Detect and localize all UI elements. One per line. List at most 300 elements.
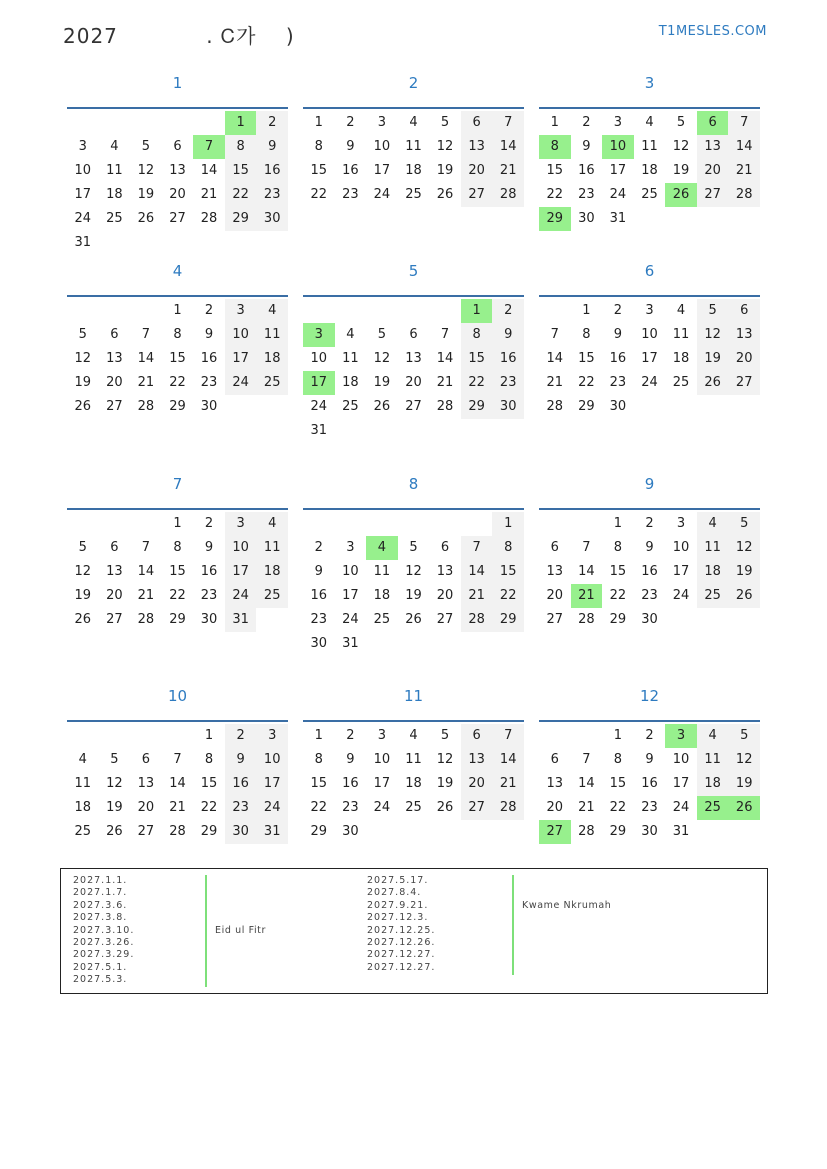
day-cell[interactable]: 15 [169, 351, 186, 366]
day-cell[interactable]: 4 [409, 115, 418, 130]
day-cell[interactable]: 12 [373, 351, 391, 366]
day-cell[interactable]: 24 [373, 800, 391, 815]
day-cell[interactable]: 23 [492, 371, 524, 395]
day-cell[interactable]: 11 [106, 163, 123, 178]
day-cell[interactable]: 31 [225, 608, 257, 632]
day-cell[interactable]: 29 [310, 824, 328, 839]
day-cell[interactable]: 21 [546, 375, 564, 390]
day-cell[interactable]: 21 [200, 187, 218, 202]
day-cell[interactable]: 27 [461, 183, 493, 207]
day-cell[interactable]: 3 [377, 728, 387, 743]
day-cell[interactable]: 28 [728, 183, 760, 207]
day-cell[interactable]: 23 [578, 187, 595, 202]
day-cell[interactable]: 12 [137, 163, 155, 178]
holiday-day-cell[interactable]: 29 [539, 207, 571, 231]
day-cell[interactable]: 7 [141, 540, 151, 555]
day-cell[interactable]: 22 [609, 588, 627, 603]
day-cell[interactable]: 5 [440, 728, 450, 743]
day-cell[interactable]: 12 [672, 139, 690, 154]
day-cell[interactable]: 16 [200, 351, 218, 366]
day-cell[interactable]: 28 [546, 399, 564, 414]
day-cell[interactable]: 19 [74, 588, 92, 603]
day-cell[interactable]: 8 [314, 139, 323, 154]
day-cell[interactable]: 23 [200, 588, 218, 603]
day-cell[interactable]: 22 [461, 371, 493, 395]
day-cell[interactable]: 25 [256, 584, 288, 608]
day-cell[interactable]: 7 [550, 327, 559, 342]
day-cell[interactable]: 1 [613, 516, 623, 531]
holiday-day-cell[interactable]: 4 [366, 536, 398, 560]
day-cell[interactable]: 28 [137, 399, 155, 414]
day-cell[interactable]: 28 [492, 183, 524, 207]
day-cell[interactable]: 26 [373, 399, 391, 414]
day-cell[interactable]: 17 [672, 776, 690, 791]
day-cell[interactable]: 31 [672, 824, 690, 839]
day-cell[interactable]: 30 [200, 399, 218, 414]
day-cell[interactable]: 13 [461, 748, 493, 772]
day-cell[interactable]: 8 [314, 752, 323, 767]
day-cell[interactable]: 20 [461, 159, 493, 183]
day-cell[interactable]: 4 [645, 115, 654, 130]
day-cell[interactable]: 7 [492, 111, 524, 135]
day-cell[interactable]: 8 [613, 540, 623, 555]
day-cell[interactable]: 24 [373, 187, 391, 202]
day-cell[interactable]: 4 [697, 724, 729, 748]
day-cell[interactable]: 10 [672, 752, 690, 767]
day-cell[interactable]: 28 [137, 612, 155, 627]
day-cell[interactable]: 2 [225, 724, 257, 748]
day-cell[interactable]: 3 [613, 115, 623, 130]
day-cell[interactable]: 26 [436, 800, 454, 815]
day-cell[interactable]: 28 [578, 824, 595, 839]
day-cell[interactable]: 2 [204, 516, 214, 531]
day-cell[interactable]: 17 [342, 588, 359, 603]
day-cell[interactable]: 30 [342, 824, 359, 839]
day-cell[interactable]: 3 [225, 299, 257, 323]
day-cell[interactable]: 22 [200, 800, 218, 815]
day-cell[interactable]: 13 [106, 564, 123, 579]
day-cell[interactable]: 1 [204, 728, 214, 743]
day-cell[interactable]: 25 [697, 584, 729, 608]
day-cell[interactable]: 26 [405, 612, 422, 627]
day-cell[interactable]: 24 [74, 211, 92, 226]
day-cell[interactable]: 5 [728, 512, 760, 536]
holiday-day-cell[interactable]: 6 [697, 111, 729, 135]
day-cell[interactable]: 7 [141, 327, 151, 342]
day-cell[interactable]: 24 [225, 584, 257, 608]
day-cell[interactable]: 31 [310, 423, 328, 438]
day-cell[interactable]: 13 [405, 351, 422, 366]
day-cell[interactable]: 10 [310, 351, 328, 366]
day-cell[interactable]: 13 [546, 776, 564, 791]
day-cell[interactable]: 19 [74, 375, 92, 390]
day-cell[interactable]: 16 [256, 159, 288, 183]
day-cell[interactable]: 16 [310, 588, 328, 603]
day-cell[interactable]: 3 [676, 516, 686, 531]
day-cell[interactable]: 27 [728, 371, 760, 395]
day-cell[interactable]: 31 [256, 820, 288, 844]
day-cell[interactable]: 17 [641, 351, 658, 366]
day-cell[interactable]: 21 [461, 584, 493, 608]
day-cell[interactable]: 16 [641, 776, 658, 791]
day-cell[interactable]: 29 [461, 395, 493, 419]
holiday-day-cell[interactable]: 21 [571, 584, 603, 608]
day-cell[interactable]: 18 [106, 187, 123, 202]
day-cell[interactable]: 4 [78, 752, 87, 767]
day-cell[interactable]: 8 [492, 536, 524, 560]
day-cell[interactable]: 30 [641, 824, 658, 839]
day-cell[interactable]: 18 [373, 588, 391, 603]
day-cell[interactable]: 6 [173, 139, 182, 154]
day-cell[interactable]: 20 [546, 800, 564, 815]
day-cell[interactable]: 21 [578, 800, 595, 815]
day-cell[interactable]: 17 [225, 560, 257, 584]
day-cell[interactable]: 2 [582, 115, 591, 130]
day-cell[interactable]: 19 [728, 560, 760, 584]
day-cell[interactable]: 11 [641, 139, 658, 154]
day-cell[interactable]: 22 [225, 183, 257, 207]
day-cell[interactable]: 24 [256, 796, 288, 820]
day-cell[interactable]: 3 [346, 540, 355, 555]
day-cell[interactable]: 8 [613, 752, 623, 767]
day-cell[interactable]: 20 [106, 588, 123, 603]
day-cell[interactable]: 12 [74, 564, 92, 579]
day-cell[interactable]: 6 [728, 299, 760, 323]
day-cell[interactable]: 2 [346, 728, 355, 743]
day-cell[interactable]: 10 [225, 323, 257, 347]
day-cell[interactable]: 29 [169, 612, 186, 627]
day-cell[interactable]: 22 [310, 187, 328, 202]
day-cell[interactable]: 26 [137, 211, 155, 226]
day-cell[interactable]: 29 [578, 399, 595, 414]
day-cell[interactable]: 2 [492, 299, 524, 323]
day-cell[interactable]: 14 [492, 135, 524, 159]
day-cell[interactable]: 22 [492, 584, 524, 608]
day-cell[interactable]: 11 [74, 776, 92, 791]
day-cell[interactable]: 26 [74, 612, 92, 627]
holiday-day-cell[interactable]: 1 [225, 111, 257, 135]
day-cell[interactable]: 29 [200, 824, 218, 839]
day-cell[interactable]: 1 [314, 115, 323, 130]
day-cell[interactable]: 9 [613, 327, 623, 342]
day-cell[interactable]: 23 [641, 588, 658, 603]
day-cell[interactable]: 8 [173, 540, 182, 555]
day-cell[interactable]: 8 [173, 327, 182, 342]
day-cell[interactable]: 5 [440, 115, 450, 130]
day-cell[interactable]: 4 [409, 728, 418, 743]
day-cell[interactable]: 29 [609, 824, 627, 839]
day-cell[interactable]: 15 [310, 163, 328, 178]
day-cell[interactable]: 26 [106, 824, 123, 839]
day-cell[interactable]: 17 [225, 347, 257, 371]
day-cell[interactable]: 11 [373, 564, 391, 579]
day-cell[interactable]: 3 [256, 724, 288, 748]
day-cell[interactable]: 24 [641, 375, 658, 390]
day-cell[interactable]: 16 [578, 163, 595, 178]
day-cell[interactable]: 5 [697, 299, 729, 323]
brand-logo[interactable]: T1MESLES.COM [658, 24, 767, 39]
day-cell[interactable]: 27 [137, 824, 155, 839]
day-cell[interactable]: 21 [492, 772, 524, 796]
day-cell[interactable]: 2 [645, 516, 654, 531]
day-cell[interactable]: 23 [641, 800, 658, 815]
day-cell[interactable]: 9 [204, 540, 214, 555]
day-cell[interactable]: 22 [310, 800, 328, 815]
day-cell[interactable]: 23 [200, 375, 218, 390]
day-cell[interactable]: 8 [204, 752, 214, 767]
day-cell[interactable]: 14 [200, 163, 218, 178]
day-cell[interactable]: 28 [578, 612, 595, 627]
day-cell[interactable]: 18 [256, 347, 288, 371]
day-cell[interactable]: 20 [728, 347, 760, 371]
day-cell[interactable]: 26 [436, 187, 454, 202]
day-cell[interactable]: 17 [609, 163, 627, 178]
day-cell[interactable]: 23 [609, 375, 627, 390]
day-cell[interactable]: 13 [461, 135, 493, 159]
day-cell[interactable]: 14 [169, 776, 186, 791]
day-cell[interactable]: 18 [342, 375, 359, 390]
day-cell[interactable]: 3 [377, 115, 387, 130]
day-cell[interactable]: 7 [728, 111, 760, 135]
day-cell[interactable]: 15 [492, 560, 524, 584]
day-cell[interactable]: 11 [405, 752, 422, 767]
day-cell[interactable]: 19 [436, 776, 454, 791]
day-cell[interactable]: 31 [342, 636, 359, 651]
day-cell[interactable]: 1 [613, 728, 623, 743]
day-cell[interactable]: 1 [550, 115, 559, 130]
day-cell[interactable]: 7 [492, 724, 524, 748]
day-cell[interactable]: 30 [492, 395, 524, 419]
day-cell[interactable]: 2 [613, 303, 623, 318]
day-cell[interactable]: 18 [672, 351, 690, 366]
day-cell[interactable]: 20 [106, 375, 123, 390]
holiday-day-cell[interactable]: 10 [602, 135, 634, 159]
day-cell[interactable]: 30 [256, 207, 288, 231]
day-cell[interactable]: 5 [141, 139, 151, 154]
day-cell[interactable]: 15 [310, 776, 328, 791]
day-cell[interactable]: 25 [641, 187, 658, 202]
day-cell[interactable]: 15 [461, 347, 493, 371]
day-cell[interactable]: 2 [314, 540, 323, 555]
day-cell[interactable]: 23 [342, 187, 359, 202]
day-cell[interactable]: 18 [256, 560, 288, 584]
holiday-day-cell[interactable]: 7 [193, 135, 225, 159]
day-cell[interactable]: 1 [582, 303, 591, 318]
day-cell[interactable]: 6 [550, 752, 559, 767]
day-cell[interactable]: 18 [405, 776, 422, 791]
day-cell[interactable]: 10 [373, 139, 391, 154]
day-cell[interactable]: 9 [645, 540, 654, 555]
day-cell[interactable]: 4 [110, 139, 119, 154]
day-cell[interactable]: 29 [169, 399, 186, 414]
day-cell[interactable]: 9 [225, 748, 257, 772]
day-cell[interactable]: 21 [492, 159, 524, 183]
day-cell[interactable]: 19 [137, 187, 155, 202]
day-cell[interactable]: 25 [405, 187, 422, 202]
day-cell[interactable]: 6 [110, 327, 119, 342]
holiday-day-cell[interactable]: 3 [665, 724, 697, 748]
day-cell[interactable]: 30 [200, 612, 218, 627]
day-cell[interactable]: 11 [697, 536, 729, 560]
day-cell[interactable]: 13 [728, 323, 760, 347]
day-cell[interactable]: 3 [645, 303, 654, 318]
holiday-day-cell[interactable]: 26 [728, 796, 760, 820]
day-cell[interactable]: 8 [582, 327, 591, 342]
day-cell[interactable]: 31 [74, 235, 92, 250]
day-cell[interactable]: 4 [697, 512, 729, 536]
holiday-day-cell[interactable]: 25 [697, 796, 729, 820]
day-cell[interactable]: 6 [461, 111, 493, 135]
holiday-day-cell[interactable]: 1 [461, 299, 493, 323]
day-cell[interactable]: 24 [310, 399, 328, 414]
day-cell[interactable]: 22 [169, 375, 186, 390]
day-cell[interactable]: 7 [440, 327, 450, 342]
day-cell[interactable]: 23 [310, 612, 328, 627]
day-cell[interactable]: 10 [74, 163, 92, 178]
day-cell[interactable]: 17 [74, 187, 92, 202]
day-cell[interactable]: 15 [609, 564, 627, 579]
day-cell[interactable]: 4 [256, 512, 288, 536]
day-cell[interactable]: 19 [728, 772, 760, 796]
day-cell[interactable]: 16 [492, 347, 524, 371]
day-cell[interactable]: 21 [137, 588, 155, 603]
day-cell[interactable]: 13 [137, 776, 155, 791]
day-cell[interactable]: 29 [492, 608, 524, 632]
day-cell[interactable]: 15 [578, 351, 595, 366]
day-cell[interactable]: 13 [106, 351, 123, 366]
day-cell[interactable]: 23 [342, 800, 359, 815]
day-cell[interactable]: 15 [609, 776, 627, 791]
day-cell[interactable]: 8 [461, 323, 493, 347]
day-cell[interactable]: 6 [141, 752, 151, 767]
day-cell[interactable]: 3 [225, 512, 257, 536]
day-cell[interactable]: 25 [342, 399, 359, 414]
day-cell[interactable]: 12 [436, 752, 454, 767]
day-cell[interactable]: 23 [256, 183, 288, 207]
day-cell[interactable]: 2 [645, 728, 654, 743]
day-cell[interactable]: 9 [645, 752, 654, 767]
day-cell[interactable]: 15 [169, 564, 186, 579]
day-cell[interactable]: 6 [409, 327, 418, 342]
day-cell[interactable]: 24 [225, 371, 257, 395]
day-cell[interactable]: 16 [609, 351, 627, 366]
day-cell[interactable]: 13 [697, 135, 729, 159]
day-cell[interactable]: 13 [546, 564, 564, 579]
day-cell[interactable]: 4 [256, 299, 288, 323]
day-cell[interactable]: 10 [641, 327, 658, 342]
day-cell[interactable]: 16 [200, 564, 218, 579]
day-cell[interactable]: 10 [672, 540, 690, 555]
day-cell[interactable]: 23 [225, 796, 257, 820]
day-cell[interactable]: 12 [728, 748, 760, 772]
day-cell[interactable]: 22 [169, 588, 186, 603]
day-cell[interactable]: 20 [405, 375, 422, 390]
day-cell[interactable]: 4 [676, 303, 686, 318]
day-cell[interactable]: 14 [492, 748, 524, 772]
day-cell[interactable]: 21 [436, 375, 454, 390]
day-cell[interactable]: 21 [728, 159, 760, 183]
day-cell[interactable]: 13 [169, 163, 186, 178]
day-cell[interactable]: 18 [74, 800, 92, 815]
day-cell[interactable]: 22 [578, 375, 595, 390]
day-cell[interactable]: 2 [204, 303, 214, 318]
day-cell[interactable]: 19 [672, 163, 690, 178]
day-cell[interactable]: 14 [461, 560, 493, 584]
day-cell[interactable]: 5 [377, 327, 387, 342]
day-cell[interactable]: 17 [672, 564, 690, 579]
day-cell[interactable]: 15 [225, 159, 257, 183]
day-cell[interactable]: 27 [106, 612, 123, 627]
day-cell[interactable]: 16 [342, 776, 359, 791]
day-cell[interactable]: 19 [436, 163, 454, 178]
day-cell[interactable]: 31 [609, 211, 627, 226]
day-cell[interactable]: 10 [373, 752, 391, 767]
day-cell[interactable]: 1 [314, 728, 323, 743]
day-cell[interactable]: 25 [373, 612, 391, 627]
day-cell[interactable]: 16 [342, 163, 359, 178]
day-cell[interactable]: 30 [578, 211, 595, 226]
day-cell[interactable]: 12 [405, 564, 422, 579]
day-cell[interactable]: 28 [200, 211, 218, 226]
day-cell[interactable]: 7 [582, 540, 591, 555]
day-cell[interactable]: 19 [405, 588, 422, 603]
day-cell[interactable]: 17 [373, 776, 391, 791]
day-cell[interactable]: 12 [74, 351, 92, 366]
day-cell[interactable]: 26 [74, 399, 92, 414]
day-cell[interactable]: 5 [409, 540, 418, 555]
day-cell[interactable]: 9 [346, 139, 355, 154]
day-cell[interactable]: 25 [256, 371, 288, 395]
day-cell[interactable]: 27 [546, 612, 564, 627]
holiday-day-cell[interactable]: 17 [303, 371, 335, 395]
day-cell[interactable]: 3 [78, 139, 87, 154]
day-cell[interactable]: 12 [106, 776, 123, 791]
day-cell[interactable]: 19 [106, 800, 123, 815]
day-cell[interactable]: 18 [697, 560, 729, 584]
day-cell[interactable]: 22 [609, 800, 627, 815]
day-cell[interactable]: 27 [106, 399, 123, 414]
day-cell[interactable]: 20 [169, 187, 186, 202]
day-cell[interactable]: 28 [492, 796, 524, 820]
day-cell[interactable]: 25 [106, 211, 123, 226]
day-cell[interactable]: 27 [169, 211, 186, 226]
day-cell[interactable]: 14 [436, 351, 454, 366]
day-cell[interactable]: 22 [546, 187, 564, 202]
day-cell[interactable]: 11 [256, 536, 288, 560]
day-cell[interactable]: 5 [78, 327, 87, 342]
day-cell[interactable]: 27 [436, 612, 454, 627]
day-cell[interactable]: 5 [78, 540, 87, 555]
day-cell[interactable]: 5 [676, 115, 686, 130]
day-cell[interactable]: 20 [697, 159, 729, 183]
day-cell[interactable]: 9 [492, 323, 524, 347]
day-cell[interactable]: 10 [256, 748, 288, 772]
day-cell[interactable]: 27 [697, 183, 729, 207]
day-cell[interactable]: 6 [550, 540, 559, 555]
day-cell[interactable]: 29 [609, 612, 627, 627]
day-cell[interactable]: 9 [582, 139, 591, 154]
day-cell[interactable]: 12 [728, 536, 760, 560]
day-cell[interactable]: 18 [641, 163, 658, 178]
day-cell[interactable]: 18 [405, 163, 422, 178]
day-cell[interactable]: 4 [346, 327, 355, 342]
day-cell[interactable]: 20 [461, 772, 493, 796]
day-cell[interactable]: 2 [256, 111, 288, 135]
day-cell[interactable]: 20 [137, 800, 155, 815]
day-cell[interactable]: 11 [405, 139, 422, 154]
day-cell[interactable]: 11 [697, 748, 729, 772]
day-cell[interactable]: 6 [440, 540, 450, 555]
